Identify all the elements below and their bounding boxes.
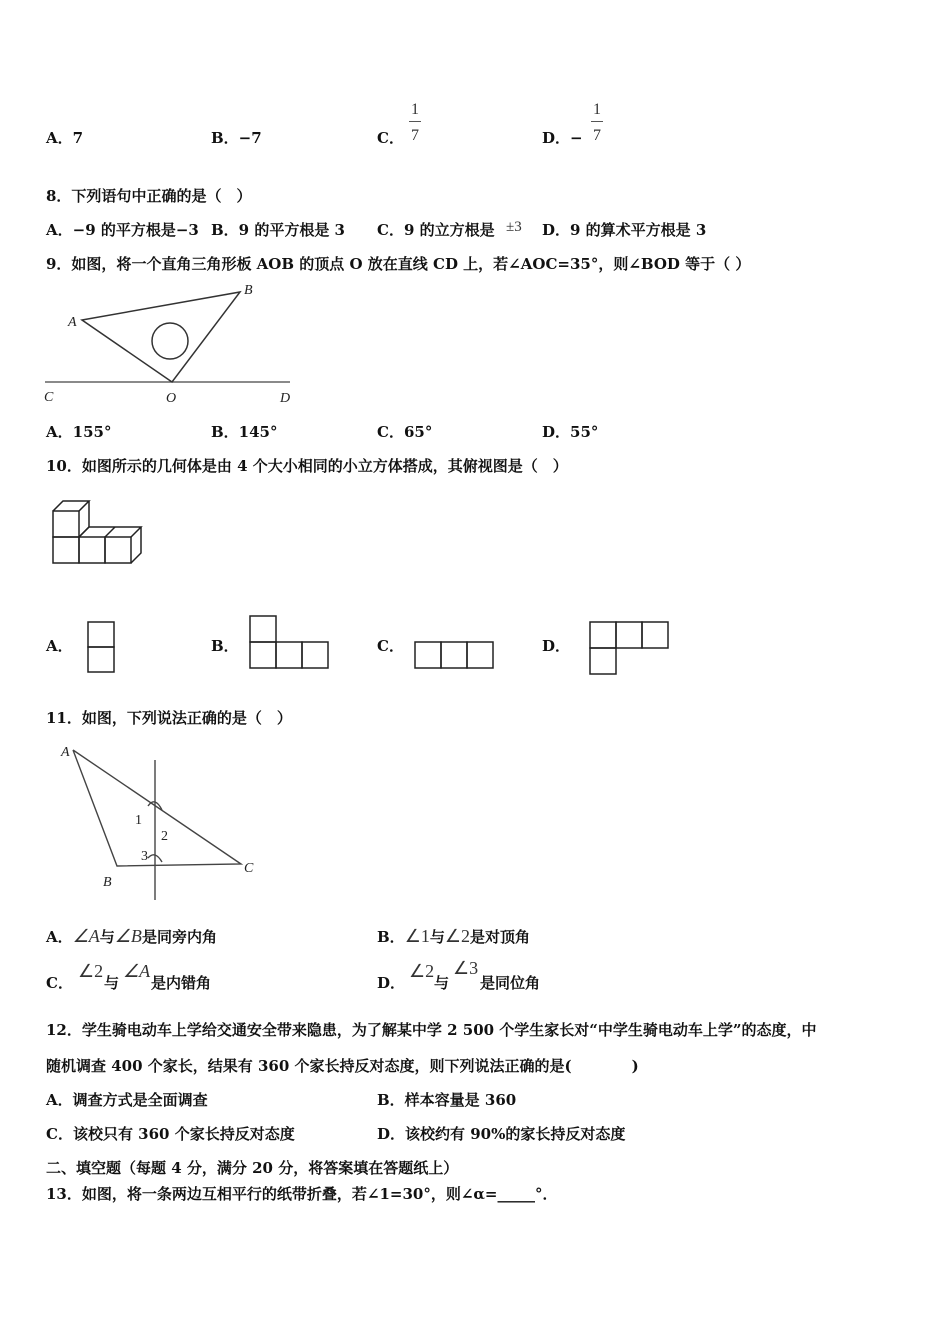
q11-b-suffix: 是对顶角 (469, 928, 530, 946)
q11-b-angle-1: ∠1 (404, 926, 430, 946)
q7-option-a: A．7 (46, 129, 84, 147)
q7-d-fraction-bar (591, 121, 603, 122)
q9-label-b: B (244, 283, 253, 298)
q10-option-b-figure (248, 614, 330, 670)
q11-d-angle-1: ∠2 (409, 961, 435, 981)
q9-option-b: B．145° (211, 423, 278, 441)
q11-c-suffix: 是内错角 (151, 974, 212, 992)
q9-label-d: D (280, 391, 291, 406)
q7-d-numerator: 1 (593, 101, 601, 118)
q11-option-c-prefix: C． (46, 974, 73, 992)
q10-option-b: B． (211, 637, 239, 655)
q11-triangle-abc (73, 750, 241, 866)
q8-option-c: C．9 的立方根是 (377, 221, 495, 239)
q9-stem: 9．如图，将一个直角三角形板 AOB 的顶点 O 放在直线 CD 上，若∠AOC=35°，则∠BOD 等于（ ） (46, 255, 751, 273)
q12-option-a: A．调查方式是全面调查 (46, 1091, 208, 1109)
q9-triangle-hole (152, 323, 188, 359)
q9-label-o: O (166, 391, 177, 406)
q13-stem: 13．如图，将一条两边互相平行的纸带折叠，若∠1=30°，则∠α=_____°． (46, 1185, 558, 1203)
q8-option-a: A．−9 的平方根是−3 (46, 221, 199, 239)
q10-option-a: A． (46, 637, 73, 655)
q9-option-c: C．65° (377, 423, 433, 441)
q11-a-mid: 与 (99, 928, 115, 946)
q10-stem: 10．如图所示的几何体是由 4 个大小相同的小立方体搭成，其俯视图是（ ） (46, 457, 568, 475)
q9-option-a: A．155° (46, 423, 112, 441)
q10-option-d: D． (542, 637, 571, 655)
q7-option-c: C． (377, 129, 404, 147)
q10-option-c-figure (413, 640, 495, 670)
q11-a-angle-1: ∠A (72, 926, 100, 946)
q8-c-plus-minus: ±3 (506, 219, 522, 235)
q11-figure (55, 736, 275, 906)
q11-option-d-prefix: D． (377, 974, 406, 992)
q9-label-c: C (44, 390, 54, 405)
q12-option-d: D．该校约有 90%的家长持反对态度 (377, 1125, 626, 1143)
q11-c-angle-1: ∠2 (78, 961, 104, 981)
q11-stem: 11．如图，下列说法正确的是（ ） (46, 709, 292, 727)
q12-stem-line-2: 随机调查 400 个家长，结果有 360 个家长持反对态度，则下列说法正确的是( ) (46, 1057, 639, 1075)
q10-cube-figure (50, 494, 150, 566)
q11-b-angle-2: ∠2 (444, 926, 470, 946)
q7-c-fraction-bar (409, 121, 421, 122)
q8-stem: 8．下列语句中正确的是（ ） (46, 187, 252, 205)
q8-option-d: D．9 的算术平方根是 3 (542, 221, 707, 239)
q10-option-c: C． (377, 637, 404, 655)
q11-c-angle-2: ∠A (123, 961, 151, 981)
q11-label-3: 3 (141, 849, 148, 864)
section-2-heading: 二、填空题（每题 4 分，满分 20 分，将答案填在答题纸上） (46, 1159, 459, 1177)
q7-option-d: D．− (542, 129, 583, 147)
q8-option-b: B．9 的平方根是 3 (211, 221, 345, 239)
q11-d-mid: 与 (434, 974, 450, 992)
q11-b-mid: 与 (429, 928, 445, 946)
q11-b-prefix: B． (377, 928, 405, 946)
q11-a-prefix: A． (46, 928, 73, 946)
q11-label-a: A (61, 745, 70, 760)
q9-label-a: A (68, 315, 77, 330)
q7-c-numerator: 1 (411, 101, 419, 118)
q11-label-1: 1 (135, 813, 142, 828)
q7-c-denominator: 7 (411, 127, 419, 144)
q10-option-d-figure (588, 620, 670, 676)
q11-label-2: 2 (161, 829, 168, 844)
q7-d-denominator: 7 (593, 127, 601, 144)
q11-d-suffix: 是同位角 (480, 974, 541, 992)
q9-triangle-aob (82, 292, 240, 382)
q9-option-d: D．55° (542, 423, 599, 441)
q12-option-b: B．样本容量是 360 (377, 1091, 517, 1109)
q11-c-mid: 与 (104, 974, 120, 992)
q7-option-b: B．−7 (211, 129, 262, 147)
q11-a-angle-2: ∠B (114, 926, 142, 946)
q11-option-a (46, 926, 217, 947)
q11-label-c: C (244, 861, 254, 876)
q11-label-b: B (103, 875, 112, 890)
q11-option-b (377, 926, 530, 947)
q10-option-a-figure (86, 620, 116, 674)
q11-a-suffix: 是同旁内角 (141, 928, 217, 946)
q9-figure (40, 280, 300, 410)
q12-stem-line-1: 12．学生骑电动车上学给交通安全带来隐患，为了解某中学 2 500 个学生家长对“中学生骑电动车上学”的态度，中 (46, 1021, 817, 1039)
q11-d-angle-2: ∠3 (453, 958, 479, 978)
q12-option-c: C．该校只有 360 个家长持反对态度 (46, 1125, 295, 1143)
